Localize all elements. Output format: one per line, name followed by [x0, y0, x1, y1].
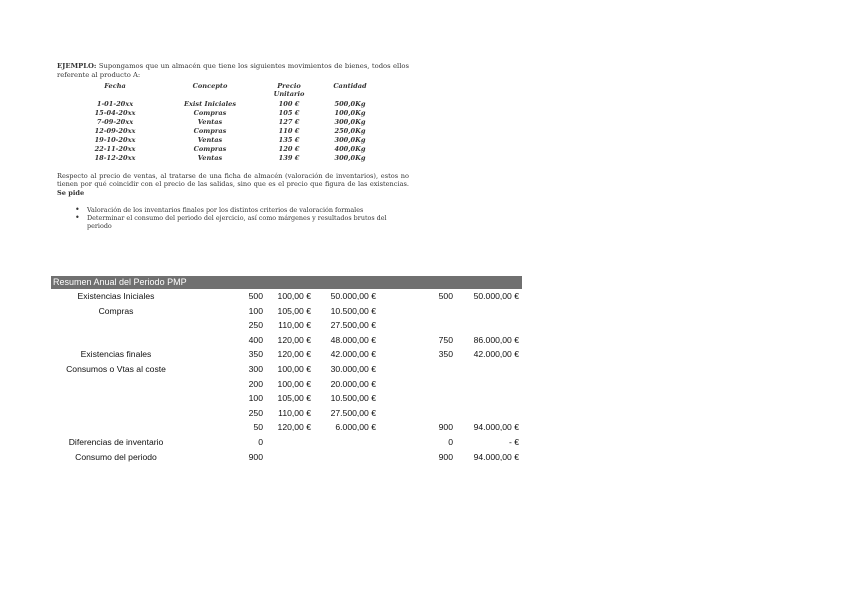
movement-cantidad: 250,0Kg — [334, 127, 366, 135]
summary-row-qty: 250 — [248, 407, 263, 418]
summary-row-price: 120,00 € — [277, 349, 311, 360]
summary-row-qty-cumulative: 500 — [438, 291, 453, 301]
summary-row-price: 120,00 € — [277, 334, 311, 345]
summary-row-price: 100,00 € — [277, 291, 311, 301]
movement-concepto: Compras — [193, 109, 227, 117]
movements-table — [57, 82, 409, 163]
movement-fecha: 15-04-20xx — [94, 109, 136, 117]
summary-row-qty-cumulative: 900 — [438, 422, 453, 433]
column-header-precio: Precio Unitario — [273, 82, 305, 98]
movement-cantidad: 300,0Kg — [334, 154, 366, 162]
movement-row — [57, 109, 409, 118]
summary-row-price: 120,00 € — [277, 422, 311, 433]
summary-row-total: 20.000,00 € — [330, 378, 376, 389]
summary-row — [51, 435, 522, 450]
movement-precio: 139 € — [278, 154, 300, 162]
movement-precio: 105 € — [278, 109, 300, 117]
exercise-statement — [57, 62, 409, 231]
exercise-intro — [57, 62, 409, 79]
column-header-fecha: Fecha — [104, 82, 126, 90]
summary-row-total: 27.500,00 € — [330, 320, 376, 331]
summary-row — [51, 420, 522, 435]
summary-row-qty: 900 — [248, 451, 263, 462]
summary-row-price: 110,00 € — [278, 320, 311, 331]
summary-row — [51, 333, 522, 348]
summary-row-total-cumulative: 42.000,00 € — [473, 349, 519, 360]
movement-fecha: 7-09-20xx — [96, 118, 134, 126]
summary-row-qty: 100 — [248, 393, 263, 404]
movement-cantidad: 300,0Kg — [334, 118, 366, 126]
movement-cantidad: 400,0Kg — [334, 145, 366, 153]
summary-row-qty: 200 — [248, 378, 263, 389]
summary-row-total-cumulative: 94.000,00 € — [473, 451, 519, 462]
exercise-bullets — [75, 206, 409, 231]
movement-precio: 110 € — [278, 127, 300, 135]
movement-concepto: Compras — [193, 127, 227, 135]
summary-row-qty: 350 — [248, 349, 263, 360]
movement-precio: 135 € — [278, 136, 300, 144]
summary-row-qty: 50 — [253, 422, 263, 433]
column-header-cantidad: Cantidad — [333, 82, 367, 90]
exercise-paragraph — [57, 172, 409, 197]
summary-row-qty: 500 — [248, 291, 263, 301]
summary-row-total-cumulative: 94.000,00 € — [473, 422, 519, 433]
bullet-item: • Valoración de los inventarios finales por los distintos criterios de valoración formales — [75, 206, 409, 214]
movement-precio: 127 € — [278, 118, 300, 126]
summary-row-label: Existencias Iniciales — [77, 291, 155, 301]
summary-row-qty: 400 — [248, 334, 263, 345]
summary-row-total-cumulative: - € — [508, 436, 519, 447]
column-header-concepto: Concepto — [192, 82, 228, 90]
summary-row-qty-cumulative: 750 — [438, 334, 453, 345]
summary-row-total-cumulative: 50.000,00 € — [473, 291, 519, 301]
summary-row-total: 30.000,00 € — [330, 363, 376, 374]
summary-row-qty: 100 — [248, 305, 263, 316]
summary-row-label: Consumo del periodo — [75, 451, 157, 462]
summary-row-label: Consumos o Vtas al coste — [66, 363, 166, 374]
summary-table — [51, 276, 522, 464]
summary-row — [51, 391, 522, 406]
summary-row-total: 10.500,00 € — [330, 393, 376, 404]
exercise-paragraph-text: Respecto al precio de ventas, al tratarse de una ficha de almacén (valoración de inventarios), estos no tienen por qué coincidir con el precio de las salidas, sino que es el precio que figura de las existencias. — [57, 172, 409, 189]
summary-row-qty-cumulative: 350 — [438, 349, 453, 360]
movement-row — [57, 136, 409, 145]
movement-fecha: 1-01-20xx — [96, 100, 134, 108]
summary-row-price: 100,00 € — [277, 378, 311, 389]
summary-row — [51, 347, 522, 362]
summary-row-price: 110,00 € — [278, 407, 311, 418]
movement-concepto: Ventas — [197, 136, 223, 144]
summary-row-price: 105,00 € — [277, 393, 311, 404]
summary-row-qty: 0 — [258, 436, 263, 447]
movement-cantidad: 100,0Kg — [334, 109, 366, 117]
summary-row-label: Compras — [98, 305, 134, 316]
bullet-item: • Determinar el consumo del periodo del ejercicio, así como márgenes y resultados brutos del periodo — [75, 214, 409, 230]
summary-row — [51, 289, 522, 304]
movement-cantidad: 500,0Kg — [334, 100, 366, 108]
movement-concepto: Ventas — [197, 118, 223, 126]
movement-fecha: 22-11-20xx — [94, 145, 136, 153]
summary-row — [51, 362, 522, 377]
summary-row — [51, 406, 522, 421]
se-pide-label: Se pide — [57, 188, 85, 197]
movement-concepto: Exist Iniciales — [183, 100, 237, 108]
summary-row-label: Diferencias de inventario — [68, 436, 164, 447]
summary-row-total: 6.000,00 € — [335, 422, 376, 433]
movement-row — [57, 100, 409, 109]
movement-cantidad: 300,0Kg — [334, 136, 366, 144]
movement-precio: 100 € — [278, 100, 300, 108]
summary-row-total-cumulative: 86.000,00 € — [473, 334, 519, 345]
summary-row-qty: 250 — [248, 320, 263, 331]
summary-row-label: Existencias finales — [80, 349, 152, 360]
movement-row — [57, 154, 409, 163]
summary-row-qty-cumulative: 0 — [448, 436, 453, 447]
summary-row-price: 105,00 € — [277, 305, 311, 316]
movement-concepto: Compras — [193, 145, 227, 153]
summary-row-total: 10.500,00 € — [330, 305, 376, 316]
movement-fecha: 12-09-20xx — [94, 127, 136, 135]
summary-row-qty: 300 — [248, 363, 263, 374]
movement-concepto: Ventas — [197, 154, 223, 162]
summary-row-total: 48.000,00 € — [330, 334, 376, 345]
summary-row-price: 100,00 € — [277, 363, 311, 374]
exercise-intro-label: EJEMPLO: — [57, 62, 97, 70]
movement-row — [57, 145, 409, 154]
movement-fecha: 18-12-20xx — [94, 154, 136, 162]
movement-row — [57, 127, 409, 136]
exercise-intro-text: Supongamos que un almacén que tiene los siguientes movimientos de bienes, todos ellos referente al producto A: — [57, 62, 409, 79]
movement-fecha: 19-10-20xx — [94, 136, 136, 144]
summary-row-qty-cumulative: 900 — [438, 451, 453, 462]
summary-row — [51, 318, 522, 333]
summary-row — [51, 377, 522, 392]
summary-row-total: 42.000,00 € — [330, 349, 376, 360]
movement-row — [57, 118, 409, 127]
summary-row — [51, 304, 522, 319]
movement-precio: 120 € — [278, 145, 300, 153]
summary-row-total: 50.000,00 € — [330, 291, 376, 301]
summary-row-total: 27.500,00 € — [330, 407, 376, 418]
movements-table-header — [57, 82, 409, 100]
summary-row — [51, 450, 522, 465]
summary-header: Resumen Anual del Periodo PMP — [51, 276, 522, 289]
